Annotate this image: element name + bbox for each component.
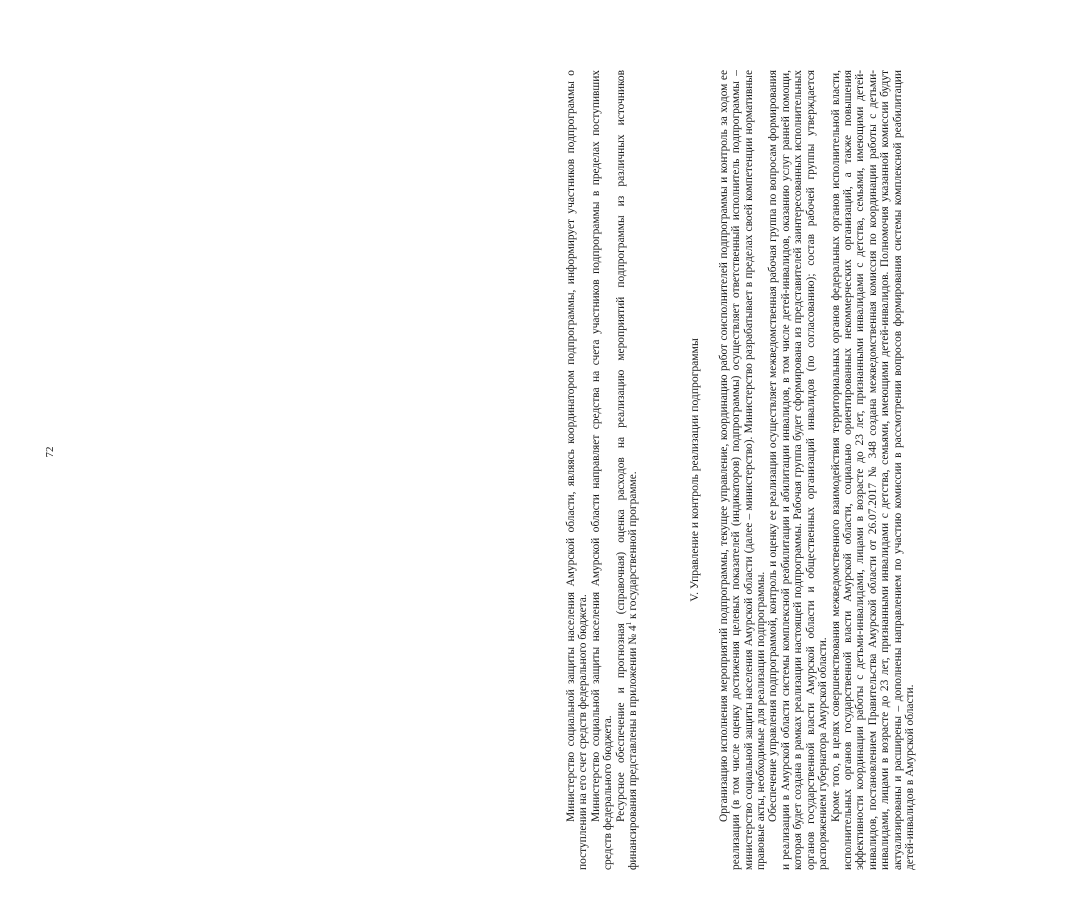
rotated-text-frame <box>565 70 1065 870</box>
paragraph-resource-support <box>615 70 640 870</box>
resource-text: Ресурсное обеспечение и прогнозная (справочная) оценка расходов на реализацию мероприятий подпрограммы из различных источников финансирования представлены в приложении № 4 <box>614 70 640 870</box>
section-heading: V. Управление и контроль реализации подпрограммы <box>688 338 702 602</box>
paragraph-commission: Кроме того, в целях совершенствования межведомственного взаимодействия территориальных органов федеральных органов исполнительной власти, исполнительных органов государственной власти Амурской области, социально ориентированных некоммерческих организаций, а также повышения эффективности координации работы с детьми-инвалидами, лицами в возрасте до 23 лет, признанными инвалидами с детства, семьями, имеющими детей-инвалидов, постановлением Правительства Амурской области от 26.07.2017 № 348 создана межведомственная комиссия по координации работы с детьми-инвалидами, лицами в возрасте до 23 лет, признанными инвалидами с детства, семьями, имеющими детей-инвалидов. Полномочия указанной комиссии будут актуализированы и расширены – дополнены направлением по участию комиссии в рассмотрении вопросов формирования системы комплексной реабилитации детей-инвалидов в Амурской области. <box>829 70 916 870</box>
resource-text-end: к государственной программе. <box>627 471 640 622</box>
paragraph-working-group: Обеспечение управления подпрограммой, контроль и оценку ее реализации осуществляет межведомственная рабочая группа по вопросам формирования и реализации в Амурской области системы комплексной реабилитации и абилитации инвалидов, в том числе детей-инвалидов, оказанию услуг ранней помощи, которая будет создана в рамках реализации настоящей подпрограммы. Рабочая группа будет сформирована из представителей заинтересованных исполнительных органов государственной власти Амурской области и общественных организаций инвалидов (по согласованию); состав рабочей группы утверждается распоряжением губернатора Амурской области. <box>767 70 830 870</box>
paragraph-coordinator: Министерство социальной защиты населения Амурской области, являясь координатором подпрограммы, информирует участников подпрограммы о поступлении на его счет средств федерального бюджета. <box>565 70 590 870</box>
paragraph-organization: Организацию исполнения мероприятий подпрограммы, текущее управление, координацию работ соисполнителей подпрограммы и контроль за ходом ее реализации (в том числе оценку достижения целевых показателей (индикаторов) подпрограммы) осуществляет ответственный исполнитель подпрограммы – министерство социальной защиты населения Амурской области (далее – министерство). Министерство разрабатывает в пределах своей компетенции нормативные правовые акты, необходимые для реализации подпрограммы. <box>717 70 768 870</box>
paragraph-funds-transfer: Министерство социальной защиты населения Амурской области направляет средства на счета участников подпрограммы в пределах поступивших средств федерального бюджета. <box>589 70 615 870</box>
page-number: 72 <box>44 446 56 458</box>
appendix-superscript: 1 <box>625 621 634 626</box>
